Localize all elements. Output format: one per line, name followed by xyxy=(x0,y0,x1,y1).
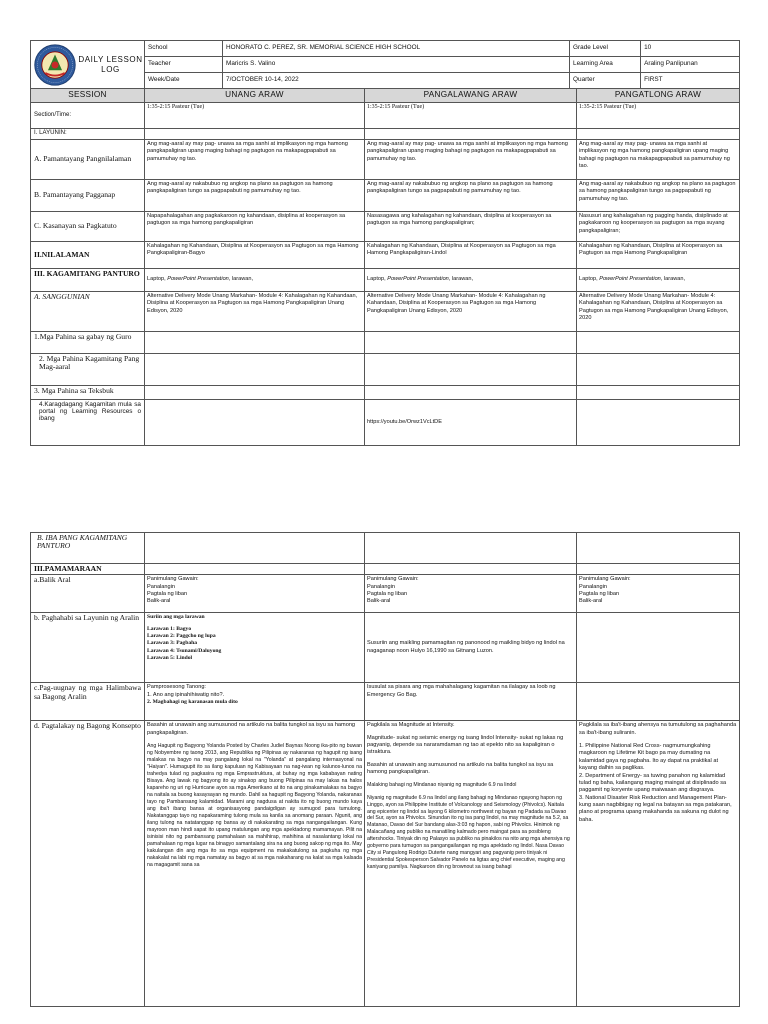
nilalaman-label: II.NILALAMAN xyxy=(31,242,145,269)
teksbuk-row xyxy=(31,386,740,400)
sanggunian-day2: Alternative Delivery Mode Unang Markahan- Module 4: Kahalagahan ng Kahandaan, Disiplina at Kooperasyon sa Pagtugon sa mga Hamong Pangkapaligiran Unang Edisyon, 2020 xyxy=(365,292,577,332)
balik-aral-day1: Panimulang Gawain: Panalangin Pagtala ng liban Balik-aral xyxy=(145,575,365,613)
week-label: Week/Date xyxy=(145,73,223,89)
pagtalakay-row xyxy=(31,721,740,1007)
layunin-row xyxy=(31,129,740,140)
karagdagang-label: 4.Karagdagang Kagamitan mula sa portal ng Learning Resources o ibang xyxy=(31,400,145,446)
section-time-row xyxy=(31,103,740,129)
pamantayang-pagganap-row xyxy=(31,180,740,212)
school-seal-icon xyxy=(33,43,77,87)
teacher-label: Teacher xyxy=(145,57,223,73)
section-time-day2: 1:35-2:15 Pasteur (Tue) xyxy=(365,103,577,129)
grade-value: 10 xyxy=(641,41,740,57)
section-time-day3: 1:35-2:15 Pasteur (Tue) xyxy=(577,103,740,129)
kagamitang-mag-aaral-label: 2. Mga Pahina Kagamitang Pang Mag-aaral xyxy=(31,354,145,386)
nilalaman-row xyxy=(31,242,740,269)
pagtalakay-label: d. Pagtalakay ng Bagong Konsepto xyxy=(31,721,145,1007)
lesson-log-page-1 xyxy=(30,40,739,446)
kagamitang-panturo-label: III. KAGAMITANG PANTURO xyxy=(31,269,145,292)
paghahabi-day2: Susuriin ang maikling pamamagitan ng panonood ng maikling bidyo ng lindol na nagaganap noon Hulyo 16,1990 sa Gitnang Luzon. xyxy=(365,613,577,683)
nilalaman-day2: Kahalagahan ng Kahandaan, Disiplina at Kooperasyon sa Pagtugon sa mga Hamong Pangkapaligiran-Lindol xyxy=(365,242,577,269)
balik-aral-row xyxy=(31,575,740,613)
grade-label: Grade Level xyxy=(570,41,641,57)
pamamaraan-label: III.PAMAMARAAN xyxy=(31,564,145,575)
section-time-day1: 1:35-2:15 Pasteur (Tue) xyxy=(145,103,365,129)
area-value: Araling Panlipunan xyxy=(641,57,740,73)
pamantayang-pangnilalaman-day3: Ang mag-aaral ay may pag- unawa sa mga sanhi at implikasyon ng mga hamong pangkapaligiran upang maging bahagi ng pagtugon na makapagpapabuti sa pamumuhay ng tao. xyxy=(577,140,740,180)
session-day3: PANGATLONG ARAW xyxy=(577,89,740,103)
kasanayan-row xyxy=(31,212,740,242)
teacher-value: Maricris S. Valino xyxy=(223,57,570,73)
nilalaman-day3: Kahalagahan ng Kahandaan, Disiplina at Kooperasyon sa Pagtugon sa mga Hamong Pangkapaligiran xyxy=(577,242,740,269)
pag-uugnay-day1: Pamprosesong Tanong: 1. Ano ang ipinahihiwatig nito?. 2. Magbahagi ng karanasan mula dito xyxy=(145,683,365,721)
pag-uugnay-row xyxy=(31,683,740,721)
area-label: Learning Area xyxy=(570,57,641,73)
lesson-table-page-2 xyxy=(30,532,740,1007)
pagtalakay-day1: Basahin at unawain ang sumusunod na artikulo na balita tungkol sa isyu sa hamong pangkapaligiran. Ang Hagupit ng Bagyong Yolanda Posted by Charles Judiel Baynas Noong ika-pito ng buwan ng Nobyembre ng taong 2013, ang Republika ng Pilipinas ay nakaranas ng hagupit ng isang malakas na bagyo na may pangalang lokal na "Yolanda" at pangalang internasyonal na "Haiyan". Humagupit ito sa ilang kapuluan ng Kabisayaan na nag-iwan ng kalunos-lunos na trahedya tulad ng pagkasira ng mga Emprastruktura, at buhay ng mga kababayan nating Bisaya. Ang lawak ng bagyong ito ay sinakop ang buong Pilipinas na may lakas na halos kapareho ng uri ng Hurricane ayon sa mga Amerikano at ito na ang pinakamalakas na bagyo na naitala sa buong kasaysayan ng mundo. Dahil sa hagupit ng Bagyong Yolanda, nakaranas tayo ng Pambansang kalamidad. Marami ang nagdusa at nakita ito ng buong mundo kaya ang iba't ibang bansa at organisasyong pandaigdigan ay sumugod para tumulong. Nakatanggap tayo ng napakaraming tulong mula sa kanila sa anomang paraan. Ngunit, ang ilang tulong na natatanggap ng bansa ay di nakakarating sa mga nangangailangan. Kung mayroon man hindi sapat ito upang matulungan ang mga apektadong mamamayan. Pilit na isinisisi nito ng pambansang pamahalaan sa mahihirap, mahihina at nasalantang lokal na pamahalaan ng mga lugar na binagyo samantalang sira na ang buong sakop ng mga ito. May kakulangan din ang mga ito sa mga equipment na makakatulong sa pagkuha ng mga nakakalat na labi ng mga namatay sa bagyo at sa mga nakaharang na kalat sa mga kalsada na magagamit sana sa xyxy=(145,721,365,1007)
layunin-label: I. LAYUNIN: xyxy=(31,129,145,140)
kagamitang-panturo-day1: Laptop, PowerPoint Presentation, larawan, xyxy=(145,269,365,292)
kasanayan-label: C. Kasanayan sa Pagkatuto xyxy=(31,212,145,242)
kasanayan-day3: Nasusuri ang kahalagahan ng pagging handa, disiplinado at pagkakaroon ng kooperasyon sa pagtugon sa mga suyang pangkapaligiran; xyxy=(577,212,740,242)
log-title-line1: DAILY LESSON xyxy=(78,54,143,64)
balik-aral-day3: Panimulang Gawain: Panalangin Pagtala ng liban Balik-aral xyxy=(577,575,740,613)
ibang-kagamitan-label: B. IBA PANG KAGAMITANG PANTURO xyxy=(31,533,145,564)
gabay-label: 1.Mga Pahina sa gabay ng Guro xyxy=(31,332,145,354)
kasanayan-day2: Nasasagawa ang kahalagahan ng kahandaan, disiplina at kooperasyon sa pagtugon sa mga hamong pangkapaligiran; xyxy=(365,212,577,242)
paghahabi-row xyxy=(31,613,740,683)
pamantayang-pangnilalaman-day2: Ang mag-aaral ay may pag- unawa sa mga sanhi at implikasyon ng mga hamong pangkapaligiran upang maging bahagi ng pagtugon na makapagpapabuti sa pamumuhay ng tao. xyxy=(365,140,577,180)
quarter-label: Quarter xyxy=(570,73,641,89)
quarter-value: FIRST xyxy=(641,73,740,89)
kagamitang-panturo-row xyxy=(31,269,740,292)
pamantayang-pangnilalaman-row xyxy=(31,140,740,180)
paghahabi-day1: Suriin ang mga larawan Larawan 1: Bagyo Larawan 2: Paggcho ng lupa Larawan 3: Pagbaha Larawan 4: Tsunami/Daluyong Larawan 5: Lindol xyxy=(145,613,365,683)
header-logo-cell xyxy=(31,41,145,89)
header-table xyxy=(30,40,740,89)
karagdagang-link[interactable]: https://youtu.be/Orwz1VcLtDE xyxy=(365,400,577,446)
pamantayang-pangnilalaman-label: A. Pamantayang Pangnilalaman xyxy=(31,140,145,180)
sanggunian-day3: Alternative Delivery Mode Unang Markahan- Module 4: Kahalagahan ng Kahandaan, Disiplina at Kooperasyon sa Pagtugon sa mga Hamong Pangkapaligiran Unang Edisyon, 2020 xyxy=(577,292,740,332)
session-label: SESSION xyxy=(31,89,145,103)
gabay-row xyxy=(31,332,740,354)
session-row xyxy=(31,89,740,103)
session-day1: UNANG ARAW xyxy=(145,89,365,103)
session-day2: PANGALAWANG ARAW xyxy=(365,89,577,103)
pamantayang-pagganap-day1: Ang mag-aaral ay nakabubuo ng angkop na plano sa pagtugon sa hamong pangkapaligiran tungo sa pagpapabuti ng pamumuhay ng tao. xyxy=(145,180,365,212)
school-label: School xyxy=(145,41,223,57)
kagamitang-panturo-day2: Laptop, PowerPoint Presentation, larawan, xyxy=(365,269,577,292)
pagtalakay-day3: Pagkilala sa iba't-ibang ahensya na tumutulong sa paghahanda sa iba't-ibang suliranin. 1. Philippine National Red Cross- nagmumungkahing magkaroon ng Lifetime Kit bago pa may dumating na kalamidad gaya ng pagbaha. Ito ay dapat na praktikal at kayang dalhin sa paglikas. 2. Department of Energy- sa tuwing panahon ng kalamidad tulad ng baha, kailangang maging maingat at disiplinado sa paggamit ng koryente upang maiwasan ang disgrasya. 3. National Disaster Risk Reduction and Management Plan- kung saan nagbibigay ng legal na batayan sa mga patakaran, plano at programa upang makahanda sa sakuna ng dulot ng baha. xyxy=(577,721,740,1007)
pamantayang-pagganap-day2: Ang mag-aaral ay nakabubuo ng angkop na plano sa pagtugon sa hamong pangkapaligiran tungo sa pagpapabuti ng pamumuhay ng tao. xyxy=(365,180,577,212)
ibang-kagamitan-row xyxy=(31,533,740,564)
school-value: HONORATO C. PEREZ, SR. MEMORIAL SCIENCE HIGH SCHOOL xyxy=(223,41,570,57)
pag-uugnay-label: c.Pag-uugnay ng mga Halimbawa sa Bagong Aralin xyxy=(31,683,145,721)
lesson-table-page-1 xyxy=(30,88,740,446)
pag-uugnay-day2: Isusulat sa pisara ang mga mahahalagang kagamitan na ilalagay sa loob ng Emergency Go Bag. xyxy=(365,683,577,721)
pamantayang-pagganap-label: B. Pamantayang Pagganap xyxy=(31,180,145,212)
pamantayang-pangnilalaman-day1: Ang mag-aaral ay may pag- unawa sa mga sanhi at implikasyon ng mga hamong pangkapaligiran upang maging bahagi ng pagtugon na makapagpapabuti sa pamumuhay ng tao. xyxy=(145,140,365,180)
kagamitang-panturo-day3: Laptop, PowerPoint Presentation, larawan, xyxy=(577,269,740,292)
section-time-label: Section/Time: xyxy=(31,103,145,129)
log-title-line2: LOG xyxy=(101,64,120,74)
sanggunian-label: A. SANGGUNIAN xyxy=(31,292,145,332)
balik-aral-day2: Panimulang Gawain: Panalangin Pagtala ng liban Balik-aral xyxy=(365,575,577,613)
nilalaman-day1: Kahalagahan ng Kahandaan, Disiplina at Kooperasyon sa Pagtugon sa mga Hamong Pangkapaligiran-Bagyo xyxy=(145,242,365,269)
week-value: 7/OCTOBER 10-14, 2022 xyxy=(223,73,570,89)
kagamitang-mag-aaral-row xyxy=(31,354,740,386)
sanggunian-day1: Alternative Delivery Mode Unang Markahan- Module 4: Kahalagahan ng Kahandaan, Disiplina at Kooperasyon sa Pagtugon sa mga Hamong Pangkapaligiran Unang Edisyon, 2020 xyxy=(145,292,365,332)
lesson-log-page-2 xyxy=(30,532,739,1007)
teksbuk-label: 3. Mga Pahina sa Teksbuk xyxy=(31,386,145,400)
pamamaraan-row xyxy=(31,564,740,575)
karagdagang-row xyxy=(31,400,740,446)
kasanayan-day1: Napapahalagahan ang pagkakaroon ng kahandaan, disiplina at kooperasyon sa pagtugon sa mga hamong pangkapaligiran xyxy=(145,212,365,242)
balik-aral-label: a.Balik Aral xyxy=(31,575,145,613)
pamantayang-pagganap-day3: Ang mag-aaral ay nakabubuo ng angkop na plano sa pagtugon sa hamong pangkapaligiran tungo sa pagpapabuti ng pamumuhay ng tao. xyxy=(577,180,740,212)
sanggunian-row xyxy=(31,292,740,332)
pagtalakay-day2: Pagkilala sa Magnitude at Intensity. Magnitude- sukat ng seismic energy ng isang lindol Intensity- sukat ng lakas ng pagyanig, depende sa nararamdaman ng tao at epekto nito sa kapaligiran o istraktura. Basahin at unawain ang sumusunod na artikulo na balita tungkol sa isyu sa hamong pangkapaligiran. Malaking bahagi ng Mindanao niyanig ng magnitude 6.9 na lindol Niyanig ng magnitude 6.9 na lindol ang ilang bahagi ng Mindanao ngayong hapon ng Linggo, ayon sa Philippine Institute of Volcanology and Seismology (Phivolcs). Naitala ang epicenter ng lindol sa layong 6 kilometro northwest ng bayan ng Padada sa Davao del Sur, ayon sa Phivolcs. Sinundan ito ng isa pang lindol, na may magnitude na 5.2, sa Matanao, Davao del Sur bandang alas-3:03 ng hapon, sabi ng Phivolcs. Hinimok ng Malacañang ang publiko na manatiling kalmado pero maingat para sa posibleng aftershocks. Tiniyak din ng Palasyo sa publiko na pinakilos na nito ang mga ahensiya ng gobyerno para tumugon sa pangangailangan ng mga apektado ng lindol. Nasa Davao City si Pangulong Rodrigo Duterte nang mangyari ang pagyanig pero tiniyak ni Presidential Spokesperson Salvador Panelo na ligtas ang chief executive, maging ang kaniyang pamilya. Nagkaroon din ng brownout sa isang bahagi xyxy=(365,721,577,1007)
paghahabi-label: b. Paghahabi sa Layunin ng Aralin xyxy=(31,613,145,683)
